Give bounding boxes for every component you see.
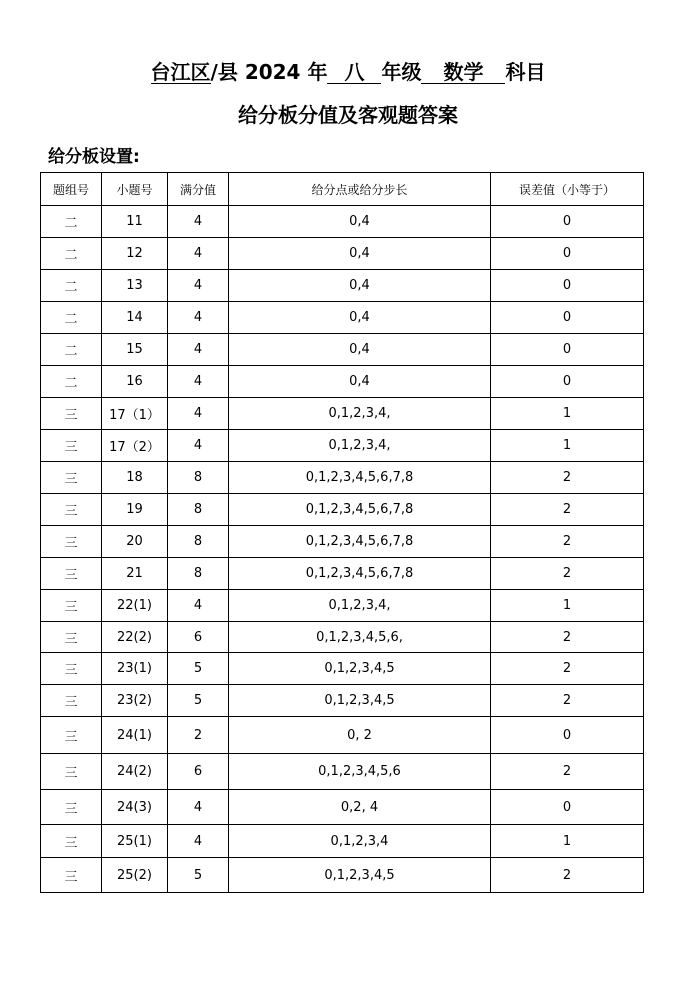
cell-question: 18 bbox=[102, 462, 168, 494]
table-row bbox=[41, 302, 644, 334]
grade-label: 年级 bbox=[381, 60, 422, 84]
cell-tolerance: 2 bbox=[491, 653, 644, 685]
header-full-score: 满分值 bbox=[168, 173, 229, 206]
cell-full-score: 4 bbox=[168, 334, 229, 366]
header-score-points: 给分点或给分步长 bbox=[229, 173, 491, 206]
cell-full-score: 4 bbox=[168, 302, 229, 334]
cell-question: 23(2) bbox=[102, 685, 168, 717]
table-row bbox=[41, 366, 644, 398]
table-row bbox=[41, 526, 644, 558]
cell-score-points: 0,1,2,3,4,5 bbox=[229, 685, 491, 717]
table-row bbox=[41, 622, 644, 653]
cell-full-score: 4 bbox=[168, 238, 229, 270]
table-row bbox=[41, 238, 644, 270]
cell-score-points: 0,4 bbox=[229, 302, 491, 334]
cell-score-points: 0,1,2,3,4, bbox=[229, 590, 491, 622]
cell-full-score: 4 bbox=[168, 790, 229, 825]
table-row bbox=[41, 334, 644, 366]
cell-question: 17（1） bbox=[102, 398, 168, 430]
cell-score-points: 0,4 bbox=[229, 206, 491, 238]
cell-tolerance: 2 bbox=[491, 858, 644, 893]
cell-score-points: 0,1,2,3,4,5,6,7,8 bbox=[229, 462, 491, 494]
cell-full-score: 8 bbox=[168, 494, 229, 526]
cell-question: 16 bbox=[102, 366, 168, 398]
cell-tolerance: 0 bbox=[491, 206, 644, 238]
cell-full-score: 4 bbox=[168, 825, 229, 858]
cell-tolerance: 0 bbox=[491, 302, 644, 334]
cell-full-score: 6 bbox=[168, 754, 229, 790]
table-header-row bbox=[41, 173, 644, 206]
subject-value: 数学 bbox=[421, 61, 505, 84]
cell-tolerance: 2 bbox=[491, 462, 644, 494]
cell-group: 二 bbox=[41, 302, 102, 334]
cell-full-score: 8 bbox=[168, 462, 229, 494]
table-row bbox=[41, 206, 644, 238]
section-title: 给分板设置: bbox=[48, 147, 140, 167]
cell-tolerance: 0 bbox=[491, 717, 644, 754]
cell-question: 19 bbox=[102, 494, 168, 526]
cell-group: 三 bbox=[41, 653, 102, 685]
cell-group: 三 bbox=[41, 558, 102, 590]
cell-score-points: 0, 2 bbox=[229, 717, 491, 754]
cell-group: 三 bbox=[41, 754, 102, 790]
cell-tolerance: 1 bbox=[491, 825, 644, 858]
cell-question: 12 bbox=[102, 238, 168, 270]
cell-question: 15 bbox=[102, 334, 168, 366]
cell-full-score: 4 bbox=[168, 270, 229, 302]
cell-score-points: 0,4 bbox=[229, 238, 491, 270]
cell-group: 二 bbox=[41, 238, 102, 270]
district-suffix: /县 bbox=[210, 60, 238, 84]
score-board-table bbox=[40, 172, 644, 893]
cell-score-points: 0,4 bbox=[229, 366, 491, 398]
cell-tolerance: 0 bbox=[491, 270, 644, 302]
cell-full-score: 5 bbox=[168, 653, 229, 685]
subject-label: 科目 bbox=[505, 60, 546, 84]
cell-full-score: 2 bbox=[168, 717, 229, 754]
document-subtitle: 给分板分值及客观题答案 bbox=[238, 103, 458, 127]
cell-group: 三 bbox=[41, 526, 102, 558]
cell-question: 25(2) bbox=[102, 858, 168, 893]
cell-full-score: 4 bbox=[168, 366, 229, 398]
cell-group: 三 bbox=[41, 494, 102, 526]
cell-question: 14 bbox=[102, 302, 168, 334]
cell-question: 17（2） bbox=[102, 430, 168, 462]
table-row bbox=[41, 858, 644, 893]
header-question: 小题号 bbox=[102, 173, 168, 206]
cell-group: 三 bbox=[41, 622, 102, 653]
cell-tolerance: 2 bbox=[491, 685, 644, 717]
cell-group: 三 bbox=[41, 430, 102, 462]
cell-group: 三 bbox=[41, 717, 102, 754]
table-row bbox=[41, 462, 644, 494]
cell-tolerance: 1 bbox=[491, 398, 644, 430]
table-row bbox=[41, 717, 644, 754]
cell-full-score: 4 bbox=[168, 590, 229, 622]
cell-tolerance: 2 bbox=[491, 754, 644, 790]
table-body bbox=[41, 206, 644, 893]
cell-tolerance: 1 bbox=[491, 590, 644, 622]
cell-score-points: 0,1,2,3,4, bbox=[229, 430, 491, 462]
table-row bbox=[41, 558, 644, 590]
cell-group: 二 bbox=[41, 206, 102, 238]
cell-group: 三 bbox=[41, 398, 102, 430]
cell-score-points: 0,4 bbox=[229, 270, 491, 302]
table-row bbox=[41, 398, 644, 430]
cell-score-points: 0,1,2,3,4,5,6 bbox=[229, 754, 491, 790]
cell-score-points: 0,1,2,3,4 bbox=[229, 825, 491, 858]
cell-tolerance: 2 bbox=[491, 494, 644, 526]
table-row bbox=[41, 754, 644, 790]
cell-full-score: 4 bbox=[168, 430, 229, 462]
cell-score-points: 0,1,2,3,4,5,6,7,8 bbox=[229, 494, 491, 526]
cell-question: 21 bbox=[102, 558, 168, 590]
cell-score-points: 0,1,2,3,4,5,6, bbox=[229, 622, 491, 653]
cell-question: 22(1) bbox=[102, 590, 168, 622]
cell-tolerance: 0 bbox=[491, 366, 644, 398]
year: 2024 bbox=[244, 60, 301, 84]
cell-full-score: 6 bbox=[168, 622, 229, 653]
cell-tolerance: 1 bbox=[491, 430, 644, 462]
header-tolerance: 误差值（小等于） bbox=[491, 173, 644, 206]
cell-score-points: 0,2, 4 bbox=[229, 790, 491, 825]
cell-full-score: 8 bbox=[168, 526, 229, 558]
cell-group: 三 bbox=[41, 590, 102, 622]
cell-group: 三 bbox=[41, 790, 102, 825]
cell-score-points: 0,1,2,3,4,5,6,7,8 bbox=[229, 526, 491, 558]
table-row bbox=[41, 653, 644, 685]
grade-value: 八 bbox=[327, 61, 381, 84]
cell-question: 24(1) bbox=[102, 717, 168, 754]
cell-full-score: 5 bbox=[168, 685, 229, 717]
cell-tolerance: 0 bbox=[491, 334, 644, 366]
cell-group: 三 bbox=[41, 462, 102, 494]
cell-score-points: 0,1,2,3,4, bbox=[229, 398, 491, 430]
cell-question: 20 bbox=[102, 526, 168, 558]
table-row bbox=[41, 270, 644, 302]
cell-score-points: 0,1,2,3,4,5 bbox=[229, 858, 491, 893]
cell-question: 22(2) bbox=[102, 622, 168, 653]
cell-tolerance: 2 bbox=[491, 558, 644, 590]
cell-tolerance: 2 bbox=[491, 526, 644, 558]
cell-group: 三 bbox=[41, 825, 102, 858]
table-row bbox=[41, 685, 644, 717]
cell-group: 二 bbox=[41, 334, 102, 366]
cell-question: 24(3) bbox=[102, 790, 168, 825]
cell-tolerance: 2 bbox=[491, 622, 644, 653]
year-label: 年 bbox=[307, 60, 328, 84]
cell-group: 三 bbox=[41, 685, 102, 717]
table-row bbox=[41, 430, 644, 462]
table-row bbox=[41, 790, 644, 825]
header-group: 题组号 bbox=[41, 173, 102, 206]
cell-group: 二 bbox=[41, 366, 102, 398]
cell-score-points: 0,1,2,3,4,5,6,7,8 bbox=[229, 558, 491, 590]
cell-full-score: 4 bbox=[168, 398, 229, 430]
cell-question: 23(1) bbox=[102, 653, 168, 685]
table-row bbox=[41, 825, 644, 858]
cell-group: 三 bbox=[41, 858, 102, 893]
cell-question: 11 bbox=[102, 206, 168, 238]
cell-question: 24(2) bbox=[102, 754, 168, 790]
cell-full-score: 4 bbox=[168, 206, 229, 238]
cell-full-score: 8 bbox=[168, 558, 229, 590]
cell-full-score: 5 bbox=[168, 858, 229, 893]
cell-score-points: 0,1,2,3,4,5 bbox=[229, 653, 491, 685]
cell-question: 25(1) bbox=[102, 825, 168, 858]
cell-question: 13 bbox=[102, 270, 168, 302]
district-name: 台江区 bbox=[150, 60, 211, 84]
cell-score-points: 0,4 bbox=[229, 334, 491, 366]
table-row bbox=[41, 494, 644, 526]
cell-tolerance: 0 bbox=[491, 238, 644, 270]
cell-tolerance: 0 bbox=[491, 790, 644, 825]
table-row bbox=[41, 590, 644, 622]
document-title bbox=[0, 56, 696, 85]
cell-group: 二 bbox=[41, 270, 102, 302]
